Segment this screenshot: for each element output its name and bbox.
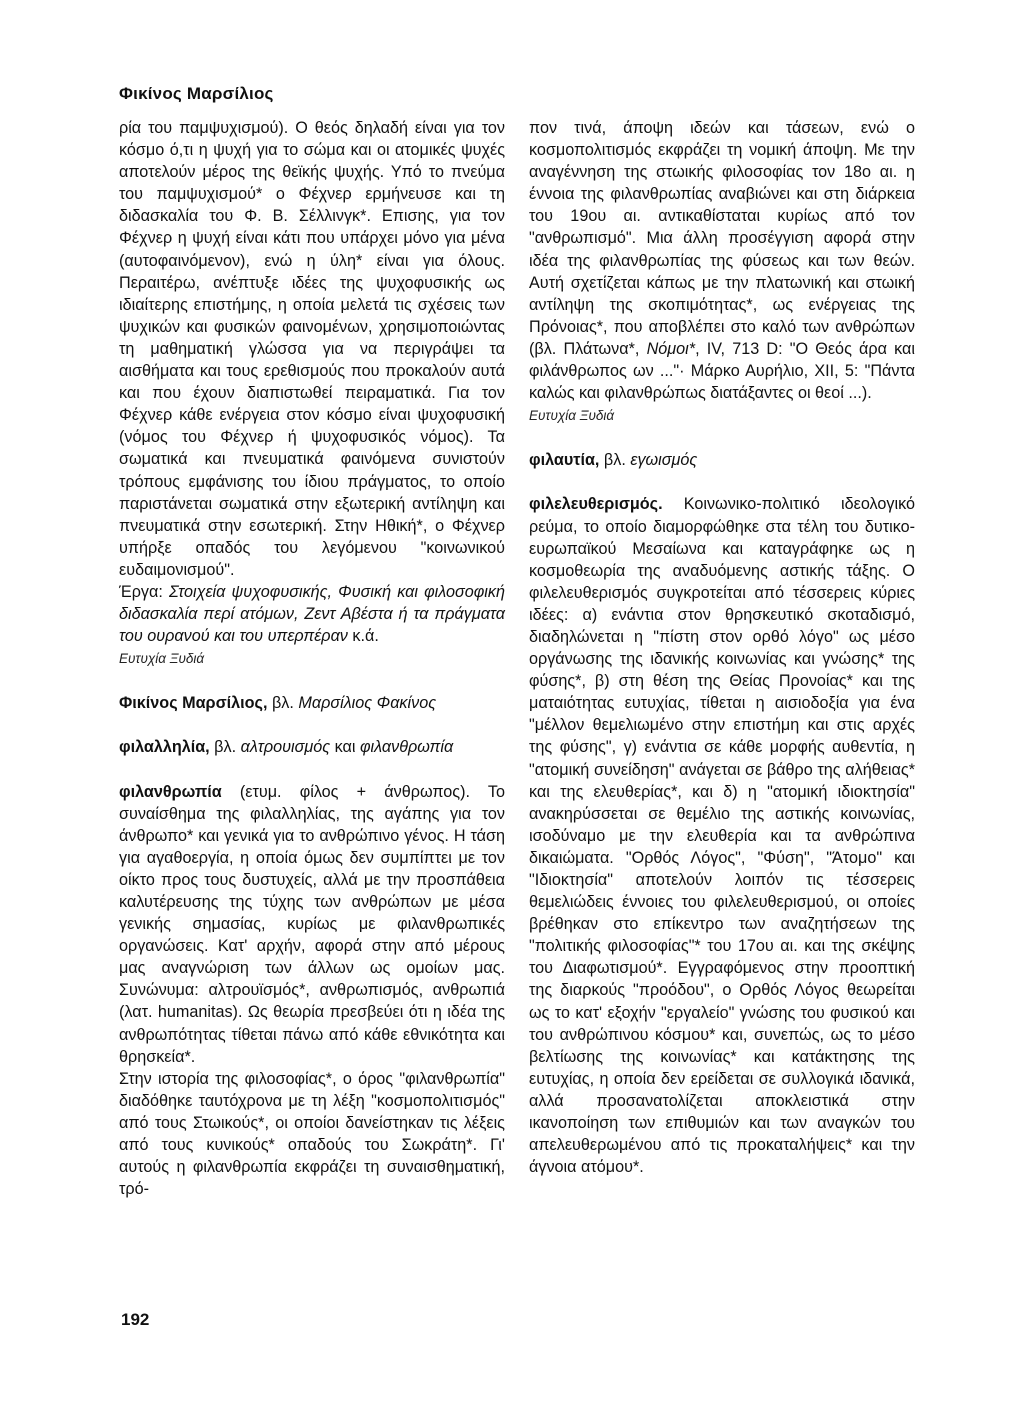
- works-label: Έργα:: [119, 582, 169, 601]
- cross-reference: αλτρουισμός: [240, 738, 331, 757]
- right-column: [529, 117, 915, 1178]
- entry-ficinus: [119, 692, 505, 714]
- fechner-entry-continuation: ρία του παμψυχισμού). Ο θεός δηλαδή είναι για τον κόσμο ό,τι η ψυχή για το σώμα και οι ατομικές ψυχές αποτελούν μέρος της θεϊκής ψυχής. Υπό το πνεύμα του παμψυχισμού* ο Φέχνερ ερμήνευσε και τη διδασκαλία του Φ. Β. Σέλλινγκ*. Επισης, για τον Φέχνερ η ψυχή είναι κάτι που υπάρχει μόνο για μένα (αυτοφαινόμενον), ενώ η ύλη* είναι για όλους. Περαιτέρω, ανέπτυξε ιδέες της ψυχοφυσικής ως ιδιαίτερης επιστήμης, η οποία μελετά τις σχέσεις των ψυχικών και φυσικών φαινομένων, χρησιμοποιώντας τη μαθηματική γλώσσα για να περιγράψει τα αισθήματα και τους ερεθισμούς που προκαλούν αυτά και που έχουν διαπιστωθεί πειραματικά. Για τον Φέχνερ κάθε ενέργεια στον κόσμο είναι ψυχοφυσική (νόμος του Φέχνερ ή ψυχοφυσικός νόμος). Τα σωματικά και πνευματικά φαινόμενα συνιστούν τρόπους εμφάνισης του ίδιου πράγματος, το οποίο παριστάνεται σωματικά στην εξωτερική αντίληψη και πνευματικά στην εσωτερική. Στην Ηθική*, ο Φέχνερ υπήρξε οπαδός του λεγόμενου "κοινωνικού ευδαιμονισμού".: [119, 119, 505, 579]
- entry-filanthropia: [119, 781, 505, 1068]
- page-number: 192: [121, 1310, 150, 1329]
- entry-body: Κοινωνικο-πολιτικό ιδεολογικό ρεύμα, το οποίο διαμορφώθηκε στα τέλη του δυτικο-ευρωπαϊκού Μεσαίωνα και καταγράφηκε ως η κοσμοθεωρία της αναδυόμενης αστικής τάξης. Ο φιλελευθερισμός συγκροτείται από τέσσερεις κύριες ιδέες: α) ενάντια στον θρησκευτικό σκοταδισμό, διαδηλώνεται η "πίστη στον ορθό λόγο" ως μέσο οργάνωσης της ιδανικής κοινωνίας και γνώσης* της φύσης*, β) στη θέση της Θείας Προνοίας* και της ματαιότητας ευτυχίας, τίθεται η αισιοδοξία για ένα "μέλλον θεμελιωμένο στην επιστήμη και στις αρχές της φύσης", γ) ενάντια σε κάθε μορφής αυθεντία, η "ατομική συνείδηση" ανάγεται σε βάθρο της αλήθειας* και της ελευθερίας*, και δ) η "ατομική ιδιοκτησία" ανακηρύσσεται σε θεμέλιο της αστικής κοινωνίας, ισοδύναμο με την ελευθερία και τα ανθρώπινα δικαιώματα. "Ορθός Λόγος", "Φύση", "Άτομο" και "Ιδιοκτησία" αποτελούν λοιπόν τις τέσσερεις θεμελιώδεις έννοιες του φιλελευθερισμού, οι οποίες βρέθηκαν στο επίκεντρο των αναζητήσεων της "πολιτικής φιλοσοφίας"* του 17ου αι. και της σκέψης του Διαφωτισμού*. Εγγραφόμενος στην προοπτική της διαρκούς "προόδου", ο Ορθός Λόγος θεωρείται ως το κατ' εξοχήν "εργαλείο" γνώσης του φυσικού και του ανθρώπινου κόσμου* και, συνεπώς, ως το μέσο βελτίωσης της κοινωνίας* και κατάκτησης της ευτυχίας, η οποία δεν ερείδεται σε συλλογικά ιδανικά, αλλά προσανατολίζεται αποκλειστικά στην ικανοποίηση των επιθυμιών και των αναγκών του απελευθερωμένου από τις προκαταλήψεις* και την άγνοια ατόμου*.: [529, 495, 915, 1177]
- conjunction: και: [330, 738, 360, 757]
- cross-reference: εγωισμός: [630, 451, 698, 470]
- entry-author: Ευτυχία Ξυδιά: [119, 651, 205, 667]
- paragraph-text: πον τινά, άποψη ιδεών και τάσεων, ενώ ο κοσμοπολιτισμός εκφράζει τη νομική άποψη. Με την αναγέννηση της στωικής φιλοσοφίας τον 18ο αι. η έννοια της φιλανθρωπίας αναβιώνει και στη διάρκεια του 19ου αι. αντικαθίσταται κυρίως από τον "ανθρωπισμό". Μια άλλη προσέγγιση αφορά στην ιδέα της φιλανθρωπίας της φύσεως και των θεών. Αυτή σχετίζεται κάπως με την πλατωνική και στωική αντίληψη της σκοπιμότητας*, ως ενέργειας της Πρόνοιας*, που αποβλέπει στο καλό των ανθρώπων (βλ. Πλάτωνα*,: [529, 119, 915, 358]
- works-list: [119, 581, 505, 647]
- works-suffix: κ.ά.: [347, 627, 379, 646]
- left-column: [119, 117, 505, 1200]
- entry-liberalism: [529, 493, 915, 1178]
- see-label: βλ.: [599, 451, 631, 470]
- paragraph-text: , IV, 713 D: "Ο Θεός άρα και φιλάνθρωπος ων ..."· Μάρκο Αυρήλιο, XII, 5: "Πάντα καλώς και φιλανθρώπως διατάξαντες οι θεοί ...).: [529, 339, 915, 403]
- works-titles: Στοιχεία ψυχοφυσικής, Φυσική και φιλοσοφική διδασκαλία περί ατόμων, Ζεντ Αβέστα ή τα πράγματα του ουρανού και του υπερπέραν: [119, 582, 505, 646]
- filanthropia-continuation: [529, 117, 915, 404]
- entry-filallilia: [119, 736, 505, 758]
- entry-body: (ετυμ. φίλος + άνθρωπος). Το συναίσθημα της φιλαλληλίας, της αγάπης για τον άνθρωπο* και γενικά για το ανθρώπινο γένος. Η τάση για αγαθοεργία, η οποία όμως δεν συμπίπτει με τον οίκτο προς τους δυστυχείς, αλλά με την προσπάθεια καλυτέρευσης της τύχης των ανθρώπων με μέσα γενικής σημασίας, κυρίως με φιλανθρωπικές οργανώσεις. Κατ' αρχήν, αφορά στην από μέρους μας αναγνώριση των άλλων ως ομοίων μας. Συνώνυμα: αλτρουϊσμός*, ανθρωπισμός, ανθρωπιά (λατ. humanitas). Ως θεωρία πρεσβεύει ότι η ιδέα της ανθρωπότητας τίθεται πάνω από κάθε εθνικότητα και θρησκεία*.: [119, 782, 505, 1066]
- entry-headword: φιλαλληλία,: [119, 738, 210, 757]
- cross-reference: φιλανθρωπία: [359, 738, 454, 757]
- entry-filautia: [529, 449, 915, 471]
- work-title: Νόμοι*: [646, 339, 696, 358]
- entry-author: Ευτυχία Ξυδιά: [529, 408, 615, 424]
- entry-headword: φιλανθρωπία: [119, 782, 222, 801]
- entry-headword: Φικίνος Μαρσίλιος,: [119, 694, 268, 713]
- entry-headword: φιλαυτία,: [529, 451, 600, 470]
- see-label: βλ.: [209, 738, 241, 757]
- running-header: Φικίνος Μαρσίλιος: [119, 84, 274, 103]
- cross-reference: Μαρσίλιος Φακίνος: [298, 694, 437, 713]
- see-label: βλ.: [267, 694, 299, 713]
- entry-headword: φιλελευθερισμός.: [529, 495, 663, 514]
- entry-paragraph: Στην ιστορία της φιλοσοφίας*, ο όρος "φιλανθρωπία" διαδόθηκε ταυτόχρονα με τη λέξη "κοσμοπολιτισμός" από τους Στωικούς*, οι οποίοι δανείστηκαν τις λέξεις από τους κυνικούς* οπαδούς του Σωκράτη*. Γι' αυτούς η φιλανθρωπία εκφράζει τη συναισθηματική, τρό-: [119, 1069, 505, 1199]
